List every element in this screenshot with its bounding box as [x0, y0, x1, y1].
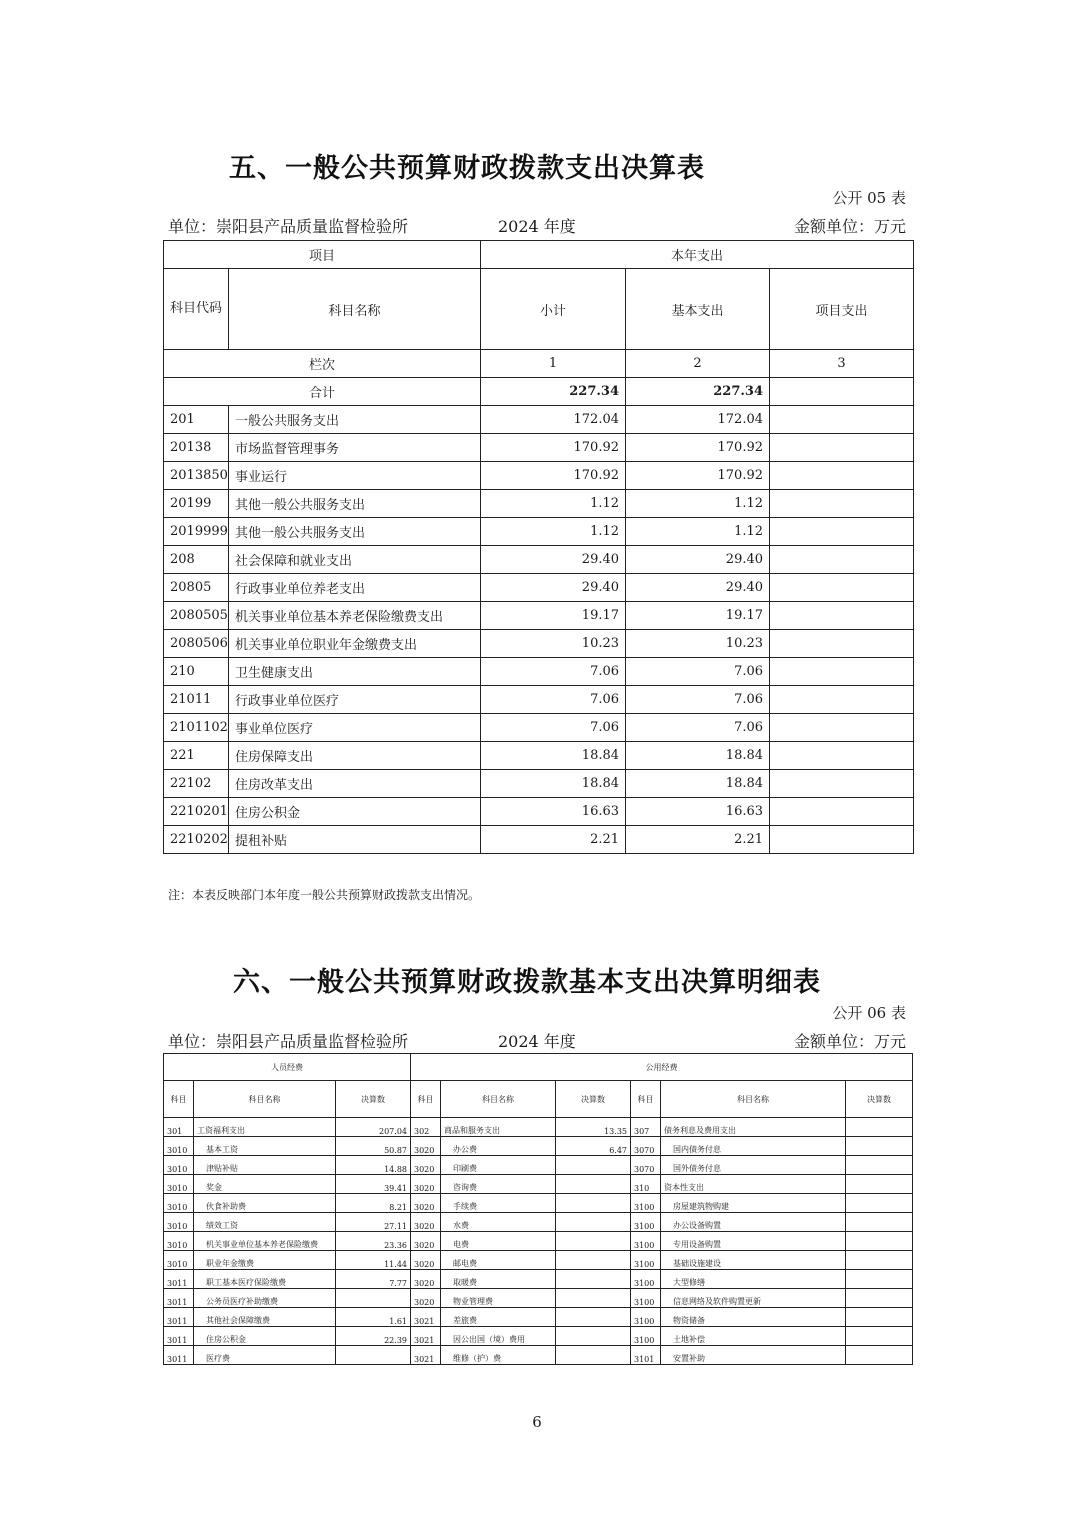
row-code: 2080506	[164, 630, 229, 658]
row-project	[770, 630, 914, 658]
total-subtotal: 227.34	[481, 378, 626, 406]
personnel-name: 津贴补贴	[194, 1156, 336, 1175]
row-code: 201	[164, 406, 229, 434]
table5-header-row-1	[164, 241, 914, 269]
goods-amount	[556, 1251, 631, 1270]
goods-amount	[556, 1156, 631, 1175]
personnel-name: 绩效工资	[194, 1213, 336, 1232]
row-name: 事业运行	[229, 462, 481, 490]
column-no-2: 2	[626, 350, 770, 378]
personnel-amount: 1.61	[336, 1308, 411, 1327]
personnel-name: 伙食补助费	[194, 1194, 336, 1213]
table5-row	[164, 490, 914, 518]
row-basic: 16.63	[626, 798, 770, 826]
capital-code: 3100	[631, 1308, 661, 1327]
row-project	[770, 658, 914, 686]
row-project	[770, 826, 914, 854]
table6-row	[164, 1194, 913, 1213]
row-subtotal: 29.40	[481, 574, 626, 602]
personnel-amount: 22.39	[336, 1327, 411, 1346]
row-project	[770, 686, 914, 714]
capital-code: 3100	[631, 1270, 661, 1289]
personnel-name: 奖金	[194, 1175, 336, 1194]
goods-amount	[556, 1270, 631, 1289]
col-code-2: 科目	[411, 1081, 441, 1118]
capital-amount	[846, 1118, 913, 1137]
table5-row	[164, 686, 914, 714]
table5-column-number-row	[164, 350, 914, 378]
row-basic: 29.40	[626, 574, 770, 602]
header-basic: 基本支出	[626, 269, 770, 350]
goods-name: 办公费	[441, 1137, 556, 1156]
row-name: 行政事业单位医疗	[229, 686, 481, 714]
table6-row	[164, 1270, 913, 1289]
table5-row	[164, 826, 914, 854]
table6-group-row	[164, 1054, 913, 1081]
personnel-code: 3011	[164, 1308, 194, 1327]
capital-amount	[846, 1156, 913, 1175]
capital-amount	[846, 1137, 913, 1156]
row-name: 其他一般公共服务支出	[229, 490, 481, 518]
row-code: 2080505	[164, 602, 229, 630]
row-subtotal: 7.06	[481, 658, 626, 686]
goods-name: 因公出国（境）费用	[441, 1327, 556, 1346]
goods-code: 3021	[411, 1308, 441, 1327]
group-public: 公用经费	[411, 1054, 913, 1081]
goods-name: 差旅费	[441, 1308, 556, 1327]
personnel-amount: 207.04	[336, 1118, 411, 1137]
table5-row	[164, 742, 914, 770]
capital-amount	[846, 1232, 913, 1251]
goods-amount	[556, 1213, 631, 1232]
row-project	[770, 714, 914, 742]
capital-code: 3100	[631, 1327, 661, 1346]
row-code: 20805	[164, 574, 229, 602]
capital-name: 物资储备	[661, 1308, 846, 1327]
row-code: 221	[164, 742, 229, 770]
personnel-code: 3010	[164, 1175, 194, 1194]
row-project	[770, 546, 914, 574]
capital-name: 国内债务付息	[661, 1137, 846, 1156]
row-name: 其他一般公共服务支出	[229, 518, 481, 546]
row-subtotal: 29.40	[481, 546, 626, 574]
row-name: 事业单位医疗	[229, 714, 481, 742]
header-project: 项目	[164, 241, 481, 269]
capital-amount	[846, 1308, 913, 1327]
row-basic: 18.84	[626, 770, 770, 798]
row-subtotal: 7.06	[481, 714, 626, 742]
personnel-code: 3010	[164, 1213, 194, 1232]
personnel-amount: 23.36	[336, 1232, 411, 1251]
table6-row	[164, 1118, 913, 1137]
personnel-name: 住房公积金	[194, 1327, 336, 1346]
row-subtotal: 1.12	[481, 490, 626, 518]
table6-detail-table	[163, 1053, 913, 1365]
personnel-code: 3010	[164, 1232, 194, 1251]
row-subtotal: 18.84	[481, 742, 626, 770]
capital-name: 办公设备购置	[661, 1213, 846, 1232]
row-basic: 1.12	[626, 518, 770, 546]
table5-row	[164, 658, 914, 686]
goods-name: 咨询费	[441, 1175, 556, 1194]
goods-amount	[556, 1194, 631, 1213]
table5-number: 公开 05 表	[832, 189, 906, 207]
personnel-code: 3011	[164, 1270, 194, 1289]
personnel-code: 3011	[164, 1327, 194, 1346]
goods-amount: 6.47	[556, 1137, 631, 1156]
capital-amount	[846, 1327, 913, 1346]
col-amount-3: 决算数	[846, 1081, 913, 1118]
personnel-amount: 8.21	[336, 1194, 411, 1213]
goods-amount	[556, 1346, 631, 1365]
row-subtotal: 7.06	[481, 686, 626, 714]
row-basic: 170.92	[626, 434, 770, 462]
row-basic: 2.21	[626, 826, 770, 854]
goods-name: 邮电费	[441, 1251, 556, 1270]
personnel-amount	[336, 1289, 411, 1308]
goods-code: 3020	[411, 1251, 441, 1270]
header-name: 科目名称	[229, 269, 481, 350]
row-project	[770, 518, 914, 546]
row-subtotal: 1.12	[481, 518, 626, 546]
row-basic: 29.40	[626, 546, 770, 574]
row-basic: 172.04	[626, 406, 770, 434]
goods-amount	[556, 1232, 631, 1251]
row-basic: 170.92	[626, 462, 770, 490]
col-name-1: 科目名称	[194, 1081, 336, 1118]
table5-row	[164, 770, 914, 798]
capital-amount	[846, 1346, 913, 1365]
row-name: 机关事业单位职业年金缴费支出	[229, 630, 481, 658]
goods-name: 手续费	[441, 1194, 556, 1213]
personnel-amount: 7.77	[336, 1270, 411, 1289]
column-no-1: 1	[481, 350, 626, 378]
row-project	[770, 490, 914, 518]
row-subtotal: 18.84	[481, 770, 626, 798]
personnel-name: 职工基本医疗保险缴费	[194, 1270, 336, 1289]
table5-money-unit: 金额单位：万元	[793, 217, 906, 236]
row-project	[770, 574, 914, 602]
table5-row	[164, 462, 914, 490]
row-basic: 7.06	[626, 714, 770, 742]
table5-row	[164, 546, 914, 574]
col-code-1: 科目	[164, 1081, 194, 1118]
table6-row	[164, 1213, 913, 1232]
table6-year: 2024 年度	[498, 1032, 576, 1051]
col-code-3: 科目	[631, 1081, 661, 1118]
goods-code: 3020	[411, 1156, 441, 1175]
row-code: 2013850	[164, 462, 229, 490]
capital-name: 资本性支出	[661, 1175, 846, 1194]
personnel-name: 工资福利支出	[194, 1118, 336, 1137]
table6-row	[164, 1308, 913, 1327]
capital-amount	[846, 1213, 913, 1232]
table6-unit: 单位：崇阳县产品质量监督检验所	[168, 1032, 409, 1051]
personnel-code: 301	[164, 1118, 194, 1137]
row-subtotal: 170.92	[481, 462, 626, 490]
capital-code: 3100	[631, 1194, 661, 1213]
personnel-code: 3011	[164, 1346, 194, 1365]
row-subtotal: 170.92	[481, 434, 626, 462]
row-code: 208	[164, 546, 229, 574]
table5-row	[164, 434, 914, 462]
capital-code: 307	[631, 1118, 661, 1137]
personnel-name: 基本工资	[194, 1137, 336, 1156]
row-basic: 1.12	[626, 490, 770, 518]
goods-amount	[556, 1327, 631, 1346]
row-name: 住房改革支出	[229, 770, 481, 798]
capital-amount	[846, 1194, 913, 1213]
personnel-name: 其他社会保障缴费	[194, 1308, 336, 1327]
row-code: 210	[164, 658, 229, 686]
capital-name: 安置补助	[661, 1346, 846, 1365]
capital-name: 基础设施建设	[661, 1251, 846, 1270]
header-subtotal: 小计	[481, 269, 626, 350]
row-subtotal: 2.21	[481, 826, 626, 854]
goods-amount	[556, 1175, 631, 1194]
table6-row	[164, 1232, 913, 1251]
capital-code: 3070	[631, 1137, 661, 1156]
personnel-amount: 50.87	[336, 1137, 411, 1156]
goods-amount: 13.35	[556, 1118, 631, 1137]
row-code: 21011	[164, 686, 229, 714]
capital-amount	[846, 1251, 913, 1270]
row-code: 2101102	[164, 714, 229, 742]
col-amount-2: 决算数	[556, 1081, 631, 1118]
row-code: 2210201	[164, 798, 229, 826]
row-name: 社会保障和就业支出	[229, 546, 481, 574]
personnel-name: 公务员医疗补助缴费	[194, 1289, 336, 1308]
total-label: 合计	[164, 378, 481, 406]
goods-name: 物业管理费	[441, 1289, 556, 1308]
goods-name: 电费	[441, 1232, 556, 1251]
goods-code: 3020	[411, 1232, 441, 1251]
table5-row	[164, 406, 914, 434]
row-subtotal: 10.23	[481, 630, 626, 658]
goods-code: 3021	[411, 1346, 441, 1365]
capital-name: 信息网络及软件购置更新	[661, 1289, 846, 1308]
row-name: 市场监督管理事务	[229, 434, 481, 462]
table6-number: 公开 06 表	[832, 1004, 906, 1022]
personnel-code: 3010	[164, 1156, 194, 1175]
goods-code: 3020	[411, 1213, 441, 1232]
table5-unit: 单位：崇阳县产品质量监督检验所	[168, 217, 409, 236]
table5-total-row	[164, 378, 914, 406]
column-no-label: 栏次	[164, 350, 481, 378]
table6-title: 六、一般公共预算财政拨款基本支出决算明细表	[233, 967, 821, 998]
table5-note: 注：本表反映部门本年度一般公共预算财政拨款支出情况。	[168, 888, 481, 902]
goods-name: 印刷费	[441, 1156, 556, 1175]
row-basic: 19.17	[626, 602, 770, 630]
goods-code: 3020	[411, 1270, 441, 1289]
table6-row	[164, 1175, 913, 1194]
row-project	[770, 770, 914, 798]
personnel-code: 3010	[164, 1194, 194, 1213]
personnel-name: 机关事业单位基本养老保险缴费	[194, 1232, 336, 1251]
row-project	[770, 434, 914, 462]
goods-name: 水费	[441, 1213, 556, 1232]
personnel-amount: 27.11	[336, 1213, 411, 1232]
page-number: 6	[532, 1413, 542, 1431]
capital-code: 310	[631, 1175, 661, 1194]
row-project	[770, 406, 914, 434]
row-name: 机关事业单位基本养老保险缴费支出	[229, 602, 481, 630]
row-name: 行政事业单位养老支出	[229, 574, 481, 602]
row-project	[770, 742, 914, 770]
total-project	[770, 378, 914, 406]
row-basic: 7.06	[626, 686, 770, 714]
goods-code: 3021	[411, 1327, 441, 1346]
personnel-amount: 14.88	[336, 1156, 411, 1175]
row-basic: 7.06	[626, 658, 770, 686]
col-name-2: 科目名称	[441, 1081, 556, 1118]
row-name: 住房公积金	[229, 798, 481, 826]
row-code: 20138	[164, 434, 229, 462]
personnel-amount	[336, 1346, 411, 1365]
table5-row	[164, 518, 914, 546]
row-code: 2019999	[164, 518, 229, 546]
goods-amount	[556, 1289, 631, 1308]
capital-code: 3100	[631, 1232, 661, 1251]
goods-code: 3020	[411, 1289, 441, 1308]
capital-amount	[846, 1175, 913, 1194]
personnel-name: 医疗费	[194, 1346, 336, 1365]
capital-code: 3100	[631, 1289, 661, 1308]
capital-amount	[846, 1289, 913, 1308]
table6-money-unit: 金额单位：万元	[793, 1032, 906, 1051]
table6-row	[164, 1327, 913, 1346]
table6-row	[164, 1137, 913, 1156]
goods-amount	[556, 1308, 631, 1327]
goods-name: 维修（护）费	[441, 1346, 556, 1365]
personnel-code: 3010	[164, 1137, 194, 1156]
table5-expenditure-table	[163, 240, 914, 854]
capital-code: 3070	[631, 1156, 661, 1175]
capital-name: 土地补偿	[661, 1327, 846, 1346]
capital-name: 专用设备购置	[661, 1232, 846, 1251]
personnel-amount: 11.44	[336, 1251, 411, 1270]
row-subtotal: 172.04	[481, 406, 626, 434]
column-no-3: 3	[770, 350, 914, 378]
goods-code: 302	[411, 1118, 441, 1137]
row-basic: 18.84	[626, 742, 770, 770]
goods-code: 3020	[411, 1175, 441, 1194]
group-personnel: 人员经费	[164, 1054, 411, 1081]
capital-name: 大型修缮	[661, 1270, 846, 1289]
table6-row	[164, 1156, 913, 1175]
table5-year: 2024 年度	[498, 217, 576, 236]
row-name: 提租补贴	[229, 826, 481, 854]
table6-row	[164, 1289, 913, 1308]
table5-row	[164, 602, 914, 630]
col-amount-1: 决算数	[336, 1081, 411, 1118]
header-current-year: 本年支出	[481, 241, 914, 269]
header-project-exp: 项目支出	[770, 269, 914, 350]
table5-row	[164, 714, 914, 742]
col-name-3: 科目名称	[661, 1081, 846, 1118]
capital-code: 3100	[631, 1251, 661, 1270]
row-subtotal: 16.63	[481, 798, 626, 826]
capital-amount	[846, 1270, 913, 1289]
goods-name: 商品和服务支出	[441, 1118, 556, 1137]
table5-row	[164, 630, 914, 658]
row-name: 一般公共服务支出	[229, 406, 481, 434]
row-subtotal: 19.17	[481, 602, 626, 630]
table6-column-header-row	[164, 1081, 913, 1118]
row-code: 22102	[164, 770, 229, 798]
personnel-name: 职业年金缴费	[194, 1251, 336, 1270]
row-basic: 10.23	[626, 630, 770, 658]
goods-code: 3020	[411, 1194, 441, 1213]
row-name: 卫生健康支出	[229, 658, 481, 686]
table6-row	[164, 1346, 913, 1365]
header-code: 科目代码	[164, 269, 229, 350]
table6-row	[164, 1251, 913, 1270]
goods-code: 3020	[411, 1137, 441, 1156]
table5-title: 五、一般公共预算财政拨款支出决算表	[229, 153, 705, 184]
total-basic: 227.34	[626, 378, 770, 406]
personnel-code: 3011	[164, 1289, 194, 1308]
capital-name: 房屋建筑物购建	[661, 1194, 846, 1213]
table5-row	[164, 574, 914, 602]
row-project	[770, 602, 914, 630]
row-project	[770, 798, 914, 826]
row-code: 2210202	[164, 826, 229, 854]
capital-code: 3101	[631, 1346, 661, 1365]
row-project	[770, 462, 914, 490]
personnel-amount: 39.41	[336, 1175, 411, 1194]
row-name: 住房保障支出	[229, 742, 481, 770]
capital-name: 债务利息及费用支出	[661, 1118, 846, 1137]
capital-name: 国外债务付息	[661, 1156, 846, 1175]
table5-header-row-2	[164, 269, 914, 350]
goods-name: 取暖费	[441, 1270, 556, 1289]
capital-code: 3100	[631, 1213, 661, 1232]
personnel-code: 3010	[164, 1251, 194, 1270]
row-code: 20199	[164, 490, 229, 518]
table5-row	[164, 798, 914, 826]
